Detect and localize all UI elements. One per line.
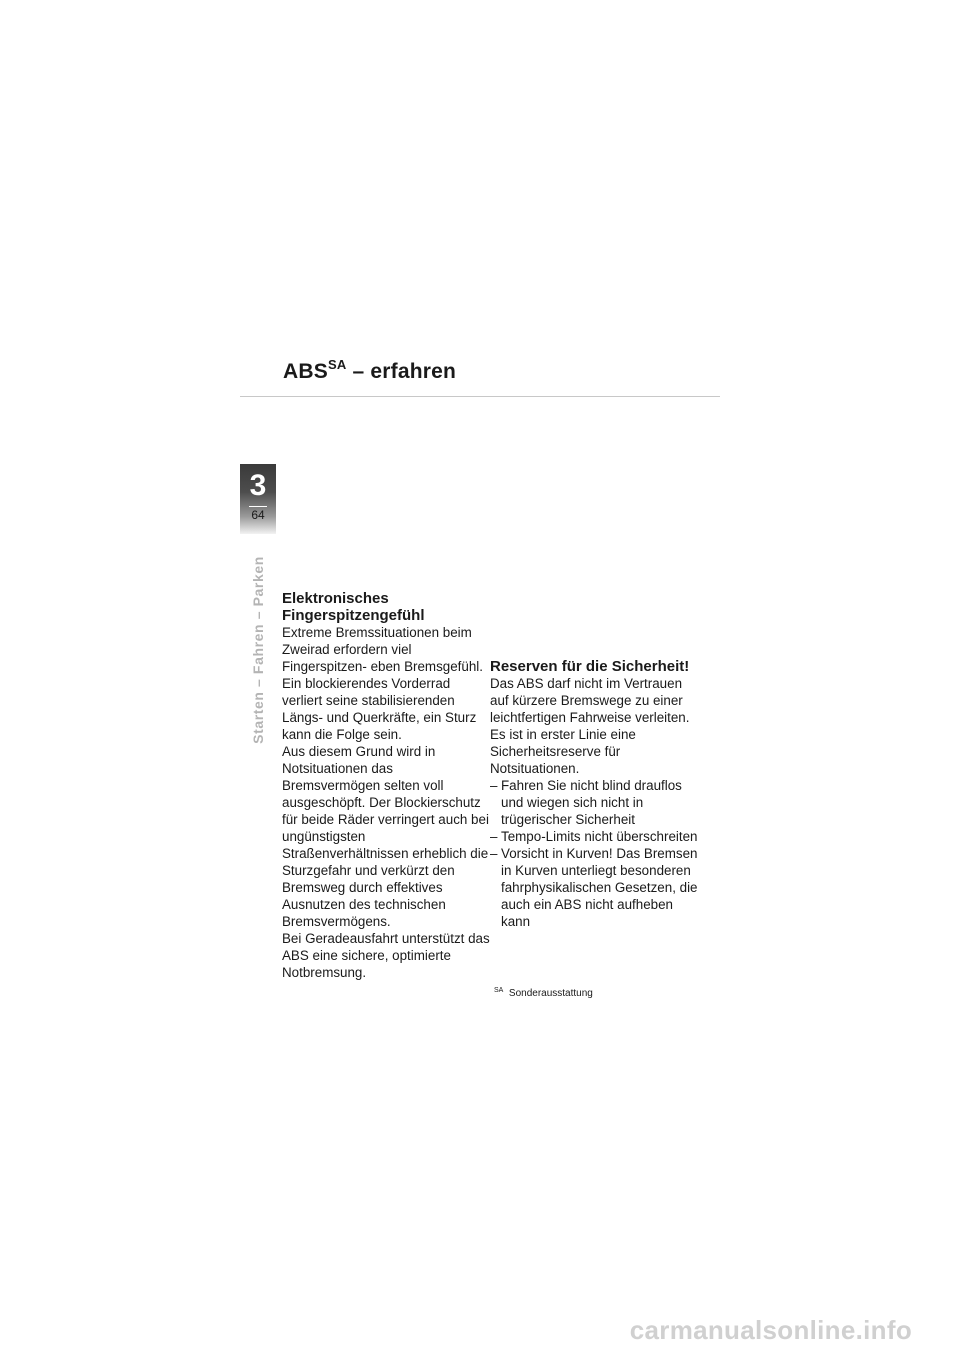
chapter-divider [249,506,267,507]
left-column-paragraph-2: Aus diesem Grund wird in Notsituationen das Bremsvermögen selten voll ausgeschöpft. Der Blockierschutz für beide Räder verringert auch bei ungünstigsten Straßenverhältnissen erheblich die Sturzgefahr und verkürzt den Bremsweg durch effektives Ausnutzen des technischen Bremsvermögens. [282,744,489,929]
list-item-text: Vorsicht in Kurven! Das Bremsen in Kurven unterliegt besonderen fahrphysikalischen Gesetzen, die auch ein ABS nicht aufheben kann [501,846,698,929]
list-item-text: Fahren Sie nicht blind drauflos und wiegen sich nicht in trügerischer Sicherheit [501,778,682,827]
chapter-number: 3 [249,469,267,502]
list-dash: – [490,829,498,844]
footnote-marker: SA [494,987,504,994]
list-item-text: Tempo-Limits nicht überschreiten [501,829,698,844]
page-number: 64 [251,508,265,522]
page-title-main: ABS [283,360,328,383]
list-item [490,845,700,930]
section-side-label: Starten – Fahren – Parken [250,556,266,744]
page-title [283,357,457,384]
safety-list [490,777,700,930]
left-column-heading: Elektronisches Fingerspitzengefühl [282,590,425,624]
left-column [282,590,492,981]
footnote [494,988,593,999]
list-item [490,777,700,828]
list-item [490,828,700,845]
page-title-superscript: SA [327,357,347,372]
list-dash: – [490,846,498,861]
page-title-rest: – erfahren [346,360,457,383]
left-column-paragraph-3: Bei Geradeausfahrt unterstützt das ABS eine sichere, optimierte Notbremsung. [282,931,490,980]
footnote-text: Sonderausstattung [508,988,593,999]
list-dash: – [490,778,498,793]
right-column-heading: Reserven für die Sicherheit! [490,658,690,675]
chapter-tab [240,464,276,534]
right-column-paragraph: Das ABS darf nicht im Vertrauen auf kürzere Bremswege zu einer leichtfertigen Fahrweise verleiten. Es ist in erster Linie eine Sicherheitsreserve für Notsituationen. [490,676,690,776]
right-column [490,658,700,930]
title-divider [240,396,720,397]
watermark: carmanualsonline.info [629,1315,912,1345]
left-column-paragraph-1: Extreme Bremssituationen beim Zweirad erfordern viel Fingerspitzen- eben Bremsgefühl. Ein blockierendes Vorderrad verliert seine stabilisierenden Längs- und Querkräfte, ein Sturz kann die Folge sein. [282,625,483,742]
